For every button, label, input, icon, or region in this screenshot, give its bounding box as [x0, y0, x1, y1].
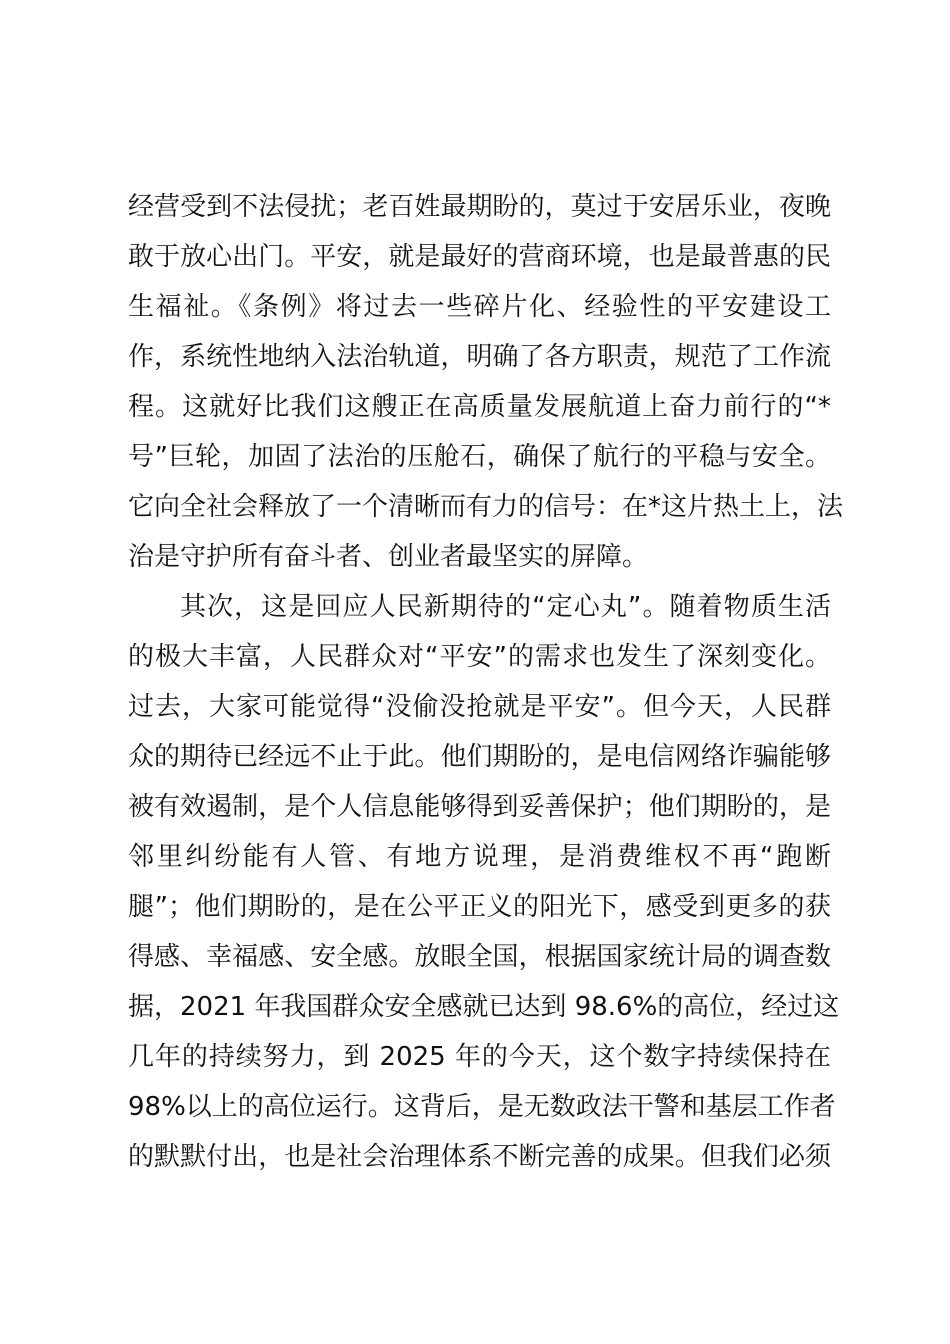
- text-line: 98%以上的高位运行。这背后，是无数政法干警和基层工作者: [128, 1092, 836, 1122]
- text-line: 被有效遏制，是个人信息能够得到妥善保护；他们期盼的，是: [128, 792, 831, 822]
- text-line: 经营受到不法侵扰；老百姓最期盼的，莫过于安居乐业，夜晚: [128, 192, 831, 222]
- text-line: 腿”；他们期盼的，是在公平正义的阳光下，感受到更多的获: [128, 892, 831, 922]
- text-line: 作，系统性地纳入法治轨道，明确了各方职责，规范了工作流: [128, 342, 831, 372]
- text-line: 治是守护所有奋斗者、创业者最坚实的屏障。: [128, 542, 649, 572]
- text-line: 生福祉。《条例》将过去一些碎片化、经验性的平安建设工: [128, 292, 831, 322]
- paragraph-2: [128, 582, 840, 1182]
- text-line: 几年的持续努力，到 2025 年的今天，这个数字持续保持在: [128, 1042, 831, 1072]
- text-line: 据，2021 年我国群众安全感就已达到 98.6%的高位，经过这: [128, 992, 840, 1022]
- text-line: 其次，这是回应人民新期待的“定心丸”。随着物质生活: [180, 592, 831, 622]
- text-line: 号”巨轮，加固了法治的压舱石，确保了航行的平稳与安全。: [128, 442, 831, 472]
- text-line: 程。这就好比我们这艘正在高质量发展航道上奋力前行的“*: [128, 392, 831, 422]
- text-line: 敢于放心出门。平安，就是最好的营商环境，也是最普惠的民: [128, 242, 831, 272]
- text-line: 过去，大家可能觉得“没偷没抢就是平安”。但今天，人民群: [128, 692, 831, 722]
- text-line: 邻里纠纷能有人管、有地方说理，是消费维权不再“跑断: [128, 842, 831, 872]
- text-line: 它向全社会释放了一个清晰而有力的信号：在*这片热土上，法: [128, 492, 844, 522]
- text-line: 得感、幸福感、安全感。放眼全国，根据国家统计局的调查数: [128, 942, 831, 972]
- text-line: 众的期待已经远不止于此。他们期盼的，是电信网络诈骗能够: [128, 742, 831, 772]
- text-line: 的极大丰富，人民群众对“平安”的需求也发生了深刻变化。: [128, 642, 831, 672]
- paragraph-1: [128, 182, 844, 582]
- document-page: [128, 182, 844, 1182]
- text-line: 的默默付出，也是社会治理体系不断完善的成果。但我们必须: [128, 1142, 831, 1172]
